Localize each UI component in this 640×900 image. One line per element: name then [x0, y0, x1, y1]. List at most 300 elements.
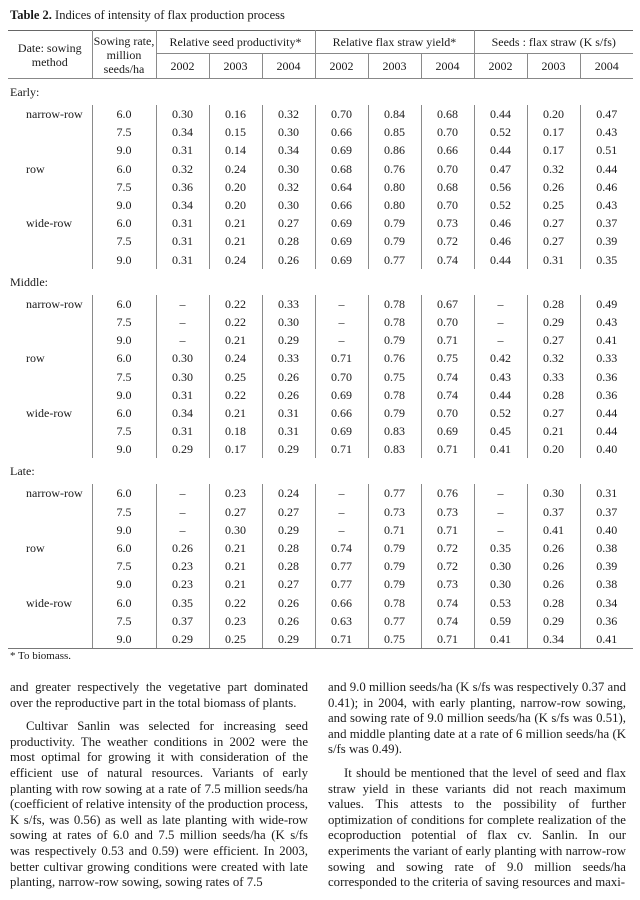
header-group-seed: Relative seed productivity*: [156, 31, 315, 54]
value-cell: 0.73: [421, 214, 474, 232]
value-cell: 0.39: [580, 557, 633, 575]
sowing-method: [8, 612, 92, 630]
header-year: 2003: [527, 54, 580, 79]
value-cell: 0.28: [262, 539, 315, 557]
table-row: [8, 557, 633, 575]
value-cell: 0.21: [209, 539, 262, 557]
value-cell: 0.83: [368, 422, 421, 440]
header-method: Date: sowing method: [8, 31, 92, 79]
value-cell: 0.27: [527, 404, 580, 422]
value-cell: 0.17: [209, 440, 262, 458]
table-title: Indices of intensity of flax production process: [55, 8, 285, 22]
header-year: 2004: [262, 54, 315, 79]
value-cell: 0.52: [474, 123, 527, 141]
value-cell: 0.37: [580, 214, 633, 232]
value-cell: 0.20: [527, 105, 580, 123]
value-cell: 0.30: [156, 367, 209, 385]
table-row: [8, 141, 633, 159]
value-cell: 0.29: [527, 313, 580, 331]
value-cell: 0.25: [527, 196, 580, 214]
table-row: [8, 331, 633, 349]
value-cell: 0.71: [315, 630, 368, 649]
value-cell: 0.31: [262, 404, 315, 422]
value-cell: 0.31: [262, 422, 315, 440]
value-cell: 0.37: [580, 503, 633, 521]
value-cell: 0.76: [368, 160, 421, 178]
header-year: 2002: [474, 54, 527, 79]
value-cell: 0.32: [527, 349, 580, 367]
value-cell: 0.29: [262, 630, 315, 649]
value-cell: 0.31: [156, 232, 209, 250]
value-cell: 0.31: [156, 214, 209, 232]
sowing-method: row: [26, 351, 45, 366]
table-row: [8, 422, 633, 440]
value-cell: 0.73: [421, 503, 474, 521]
value-cell: 0.72: [421, 539, 474, 557]
value-cell: 0.28: [527, 594, 580, 612]
value-cell: 0.42: [474, 349, 527, 367]
value-cell: 0.24: [262, 484, 315, 502]
value-cell: 0.43: [580, 313, 633, 331]
value-cell: –: [315, 521, 368, 539]
table-row: [8, 251, 633, 269]
value-cell: 0.71: [421, 521, 474, 539]
value-cell: 0.32: [156, 160, 209, 178]
sowing-method: [8, 367, 92, 385]
value-cell: 0.26: [527, 575, 580, 593]
sowing-method: [8, 503, 92, 521]
value-cell: 0.23: [209, 484, 262, 502]
value-cell: 0.36: [580, 612, 633, 630]
value-cell: –: [315, 503, 368, 521]
value-cell: 0.29: [262, 440, 315, 458]
sowing-method: narrow-row: [26, 486, 83, 501]
value-cell: 0.44: [474, 141, 527, 159]
value-cell: 0.40: [580, 521, 633, 539]
header-year: 2003: [368, 54, 421, 79]
value-cell: 0.68: [421, 178, 474, 196]
table-row: [8, 594, 633, 612]
sowing-method: narrow-row: [26, 296, 83, 311]
sowing-method: [8, 123, 92, 141]
sowing-method: wide-row: [26, 216, 72, 231]
sowing-method: [8, 313, 92, 331]
value-cell: 0.22: [209, 594, 262, 612]
sowing-method: [8, 196, 92, 214]
value-cell: 0.80: [368, 196, 421, 214]
value-cell: –: [474, 295, 527, 313]
value-cell: 0.21: [209, 214, 262, 232]
value-cell: 0.83: [368, 440, 421, 458]
value-cell: –: [474, 331, 527, 349]
value-cell: 0.26: [262, 251, 315, 269]
value-cell: 0.70: [421, 404, 474, 422]
sowing-rate: 7.5: [92, 232, 156, 250]
value-cell: 0.30: [156, 105, 209, 123]
value-cell: 0.21: [209, 331, 262, 349]
header-year: 2004: [580, 54, 633, 79]
value-cell: 0.41: [580, 331, 633, 349]
value-cell: 0.31: [156, 422, 209, 440]
value-cell: 0.74: [421, 386, 474, 404]
sowing-rate: 6.0: [92, 594, 156, 612]
table-row: [8, 214, 633, 232]
value-cell: 0.71: [315, 440, 368, 458]
sowing-rate: 7.5: [92, 422, 156, 440]
value-cell: 0.26: [156, 539, 209, 557]
value-cell: 0.18: [209, 422, 262, 440]
value-cell: 0.30: [262, 123, 315, 141]
sowing-rate: 7.5: [92, 178, 156, 196]
value-cell: 0.74: [315, 539, 368, 557]
sowing-method: [8, 630, 92, 649]
value-cell: 0.69: [315, 422, 368, 440]
value-cell: 0.69: [315, 214, 368, 232]
value-cell: 0.33: [262, 349, 315, 367]
value-cell: 0.27: [262, 575, 315, 593]
value-cell: 0.23: [156, 575, 209, 593]
value-cell: 0.31: [156, 386, 209, 404]
sowing-rate: 9.0: [92, 251, 156, 269]
sowing-rate: 6.0: [92, 295, 156, 313]
value-cell: 0.27: [262, 214, 315, 232]
value-cell: 0.70: [315, 105, 368, 123]
value-cell: 0.26: [262, 367, 315, 385]
value-cell: 0.44: [474, 386, 527, 404]
table-row: [8, 503, 633, 521]
value-cell: –: [156, 295, 209, 313]
sowing-rate: 6.0: [92, 349, 156, 367]
sowing-method: [8, 251, 92, 269]
value-cell: 0.66: [315, 594, 368, 612]
value-cell: 0.29: [262, 521, 315, 539]
table-row: [8, 123, 633, 141]
section-row: [8, 458, 633, 484]
sowing-rate: 6.0: [92, 539, 156, 557]
value-cell: –: [315, 313, 368, 331]
value-cell: 0.73: [368, 503, 421, 521]
value-cell: 0.26: [262, 612, 315, 630]
value-cell: 0.71: [421, 440, 474, 458]
sowing-method: [8, 232, 92, 250]
value-cell: 0.29: [156, 440, 209, 458]
value-cell: 0.30: [156, 349, 209, 367]
value-cell: 0.34: [262, 141, 315, 159]
value-cell: 0.30: [262, 160, 315, 178]
value-cell: 0.32: [262, 105, 315, 123]
sowing-rate: 6.0: [92, 404, 156, 422]
value-cell: 0.35: [156, 594, 209, 612]
table-row: [8, 612, 633, 630]
value-cell: 0.27: [527, 214, 580, 232]
value-cell: 0.44: [580, 404, 633, 422]
table-row: [8, 367, 633, 385]
sowing-method: [8, 575, 92, 593]
table-row: [8, 484, 633, 502]
value-cell: 0.20: [209, 178, 262, 196]
table-row: [8, 521, 633, 539]
value-cell: 0.70: [421, 313, 474, 331]
sowing-rate: 9.0: [92, 440, 156, 458]
value-cell: 0.37: [156, 612, 209, 630]
value-cell: –: [315, 295, 368, 313]
sowing-rate: 9.0: [92, 630, 156, 649]
value-cell: 0.28: [527, 386, 580, 404]
sowing-method: [8, 422, 92, 440]
value-cell: 0.38: [580, 575, 633, 593]
value-cell: 0.21: [209, 404, 262, 422]
value-cell: 0.22: [209, 295, 262, 313]
value-cell: 0.21: [527, 422, 580, 440]
value-cell: 0.36: [580, 386, 633, 404]
value-cell: 0.22: [209, 386, 262, 404]
value-cell: –: [315, 484, 368, 502]
value-cell: 0.69: [421, 422, 474, 440]
sowing-method: wide-row: [26, 595, 72, 610]
value-cell: 0.70: [421, 123, 474, 141]
sowing-method: [8, 386, 92, 404]
sowing-method: row: [26, 161, 45, 176]
value-cell: 0.66: [421, 141, 474, 159]
value-cell: –: [156, 484, 209, 502]
value-cell: 0.79: [368, 232, 421, 250]
value-cell: 0.15: [209, 123, 262, 141]
value-cell: 0.46: [474, 232, 527, 250]
value-cell: 0.44: [474, 105, 527, 123]
sowing-rate: 6.0: [92, 214, 156, 232]
section-label: Middle:: [10, 274, 48, 289]
value-cell: 0.76: [368, 349, 421, 367]
header-group-straw: Relative flax straw yield*: [315, 31, 474, 54]
value-cell: 0.17: [527, 123, 580, 141]
value-cell: 0.79: [368, 404, 421, 422]
value-cell: 0.77: [368, 612, 421, 630]
value-cell: 0.20: [209, 196, 262, 214]
value-cell: 0.69: [315, 386, 368, 404]
value-cell: 0.20: [527, 440, 580, 458]
value-cell: 0.31: [156, 141, 209, 159]
section-label: Early:: [10, 85, 40, 99]
table-caption: [10, 8, 285, 23]
value-cell: 0.41: [580, 630, 633, 649]
value-cell: 0.71: [368, 521, 421, 539]
value-cell: 0.34: [156, 123, 209, 141]
value-cell: 0.26: [262, 386, 315, 404]
sowing-rate: 7.5: [92, 612, 156, 630]
table-row: [8, 160, 633, 178]
value-cell: 0.66: [315, 196, 368, 214]
value-cell: 0.70: [315, 367, 368, 385]
sowing-method: [8, 331, 92, 349]
value-cell: 0.26: [262, 594, 315, 612]
table-row: [8, 178, 633, 196]
value-cell: 0.49: [580, 295, 633, 313]
value-cell: 0.77: [315, 575, 368, 593]
value-cell: 0.25: [209, 367, 262, 385]
value-cell: 0.28: [262, 232, 315, 250]
table-row: [8, 386, 633, 404]
value-cell: –: [156, 331, 209, 349]
table-row: [8, 440, 633, 458]
value-cell: 0.66: [315, 123, 368, 141]
value-cell: 0.30: [474, 575, 527, 593]
value-cell: 0.74: [421, 594, 474, 612]
value-cell: 0.68: [421, 105, 474, 123]
value-cell: 0.31: [580, 484, 633, 502]
value-cell: –: [156, 521, 209, 539]
value-cell: 0.69: [315, 141, 368, 159]
value-cell: 0.38: [580, 539, 633, 557]
value-cell: 0.29: [156, 630, 209, 649]
value-cell: 0.32: [527, 160, 580, 178]
value-cell: 0.44: [580, 422, 633, 440]
value-cell: 0.84: [368, 105, 421, 123]
value-cell: 0.47: [580, 105, 633, 123]
value-cell: 0.30: [527, 484, 580, 502]
value-cell: 0.74: [421, 251, 474, 269]
value-cell: 0.40: [580, 440, 633, 458]
table-row: [8, 105, 633, 123]
value-cell: 0.27: [527, 232, 580, 250]
table-row: [8, 575, 633, 593]
value-cell: 0.79: [368, 557, 421, 575]
value-cell: 0.63: [315, 612, 368, 630]
value-cell: 0.33: [527, 367, 580, 385]
flax-indices-table: [8, 30, 633, 649]
sowing-rate: 7.5: [92, 123, 156, 141]
sowing-rate: 7.5: [92, 503, 156, 521]
sowing-rate: 7.5: [92, 313, 156, 331]
value-cell: 0.27: [209, 503, 262, 521]
paragraph: It should be mentioned that the level of seed and flax straw yield in these variants did not reach maximum values. This attests to the possibility of further optimization of conditions for complete realization of the ecoproduction potential of flax cv. Sanlin. In our experiments the variant of early planting with narrow-row sowing and sowing rate of 9.0 million seeds/ha corresponded to the criteria of saving resources and maxi-: [328, 765, 626, 890]
value-cell: 0.27: [527, 331, 580, 349]
value-cell: 0.36: [580, 367, 633, 385]
table-label: Table 2.: [10, 8, 52, 22]
value-cell: 0.79: [368, 331, 421, 349]
section-label: Late:: [10, 464, 35, 479]
sowing-rate: 9.0: [92, 386, 156, 404]
value-cell: 0.28: [262, 557, 315, 575]
value-cell: 0.30: [209, 521, 262, 539]
value-cell: 0.36: [156, 178, 209, 196]
value-cell: 0.21: [209, 557, 262, 575]
value-cell: 0.45: [474, 422, 527, 440]
value-cell: 0.53: [474, 594, 527, 612]
table-row: [8, 404, 633, 422]
value-cell: 0.24: [209, 349, 262, 367]
sowing-method: narrow-row: [26, 107, 83, 122]
sowing-method: [8, 557, 92, 575]
sowing-rate: 6.0: [92, 160, 156, 178]
sowing-method: [8, 521, 92, 539]
header-year: 2002: [315, 54, 368, 79]
value-cell: 0.76: [421, 484, 474, 502]
value-cell: –: [156, 503, 209, 521]
header-group-ratio: Seeds : flax straw (K s/fs): [474, 31, 633, 54]
sowing-rate: 7.5: [92, 557, 156, 575]
value-cell: 0.35: [474, 539, 527, 557]
value-cell: 0.64: [315, 178, 368, 196]
value-cell: 0.39: [580, 232, 633, 250]
value-cell: –: [474, 503, 527, 521]
value-cell: 0.75: [368, 367, 421, 385]
value-cell: 0.26: [527, 557, 580, 575]
value-cell: 0.74: [421, 367, 474, 385]
sowing-rate: 9.0: [92, 196, 156, 214]
header-rate: Sowing rate, million seeds/ha: [92, 31, 156, 79]
value-cell: 0.25: [209, 630, 262, 649]
value-cell: 0.23: [209, 612, 262, 630]
sowing-method: wide-row: [26, 405, 72, 420]
value-cell: 0.27: [262, 503, 315, 521]
table-row: [8, 196, 633, 214]
value-cell: 0.14: [209, 141, 262, 159]
value-cell: 0.72: [421, 557, 474, 575]
value-cell: 0.71: [421, 331, 474, 349]
value-cell: 0.43: [580, 196, 633, 214]
value-cell: 0.46: [474, 214, 527, 232]
value-cell: 0.43: [474, 367, 527, 385]
value-cell: 0.34: [580, 594, 633, 612]
value-cell: 0.79: [368, 539, 421, 557]
value-cell: –: [474, 484, 527, 502]
value-cell: 0.31: [156, 251, 209, 269]
value-cell: 0.41: [474, 440, 527, 458]
paragraph: Cultivar Sanlin was selected for increasing seed productivity. The weather conditions in 2002 were the most optimal for growing it with consideration of the efficient use of natural resources. Variants of early planting with row sowing at a rate of 7.5 million seeds/ha (coefficient of relative intensity of the production process, K s/fs, was 0.56) as well as late planting with wide-row sowing at rates of 6.0 and 7.5 million seeds/ha (K s/fs was respectively 0.53 and 0.59) were efficient. In 2003, better cultivar growing conditions were created with late planting, narrow-row sowing, sowing rates of 7.5: [10, 719, 308, 890]
value-cell: 0.46: [580, 178, 633, 196]
sowing-rate: 9.0: [92, 331, 156, 349]
value-cell: 0.34: [156, 404, 209, 422]
value-cell: 0.30: [474, 557, 527, 575]
body-column-right: [328, 680, 626, 891]
value-cell: 0.21: [209, 232, 262, 250]
value-cell: 0.24: [209, 160, 262, 178]
value-cell: 0.35: [580, 251, 633, 269]
value-cell: 0.26: [527, 178, 580, 196]
value-cell: 0.77: [368, 251, 421, 269]
value-cell: 0.52: [474, 404, 527, 422]
paragraph: and 9.0 million seeds/ha (K s/fs was respectively 0.37 and 0.41); in 2004, with early planting, narrow-row sowing, and sowing rate of 9.0 million seeds/ha (K s/fs was 0.51), and middle planting date at a rate of 6 million seeds/ha (K s/fs was 0.49).: [328, 680, 626, 757]
paragraph: and greater respectively the vegetative part dominated over the reproductive part in the total biomass of plants.: [10, 680, 308, 710]
value-cell: 0.26: [527, 539, 580, 557]
sowing-method: row: [26, 541, 45, 556]
value-cell: 0.22: [209, 313, 262, 331]
sowing-method: [8, 178, 92, 196]
sowing-rate: 9.0: [92, 521, 156, 539]
value-cell: 0.34: [527, 630, 580, 649]
sowing-method: [8, 141, 92, 159]
value-cell: 0.16: [209, 105, 262, 123]
value-cell: 0.78: [368, 295, 421, 313]
table-row: [8, 295, 633, 313]
section-row: [8, 269, 633, 295]
value-cell: 0.44: [474, 251, 527, 269]
value-cell: 0.79: [368, 575, 421, 593]
value-cell: 0.75: [368, 630, 421, 649]
sowing-rate: 6.0: [92, 105, 156, 123]
value-cell: 0.73: [421, 575, 474, 593]
value-cell: 0.43: [580, 123, 633, 141]
value-cell: 0.44: [580, 160, 633, 178]
body-column-left: [10, 680, 308, 891]
value-cell: –: [315, 331, 368, 349]
value-cell: 0.41: [474, 630, 527, 649]
value-cell: 0.31: [527, 251, 580, 269]
value-cell: 0.56: [474, 178, 527, 196]
header-year: 2004: [421, 54, 474, 79]
table-row: [8, 539, 633, 557]
sowing-rate: 7.5: [92, 367, 156, 385]
